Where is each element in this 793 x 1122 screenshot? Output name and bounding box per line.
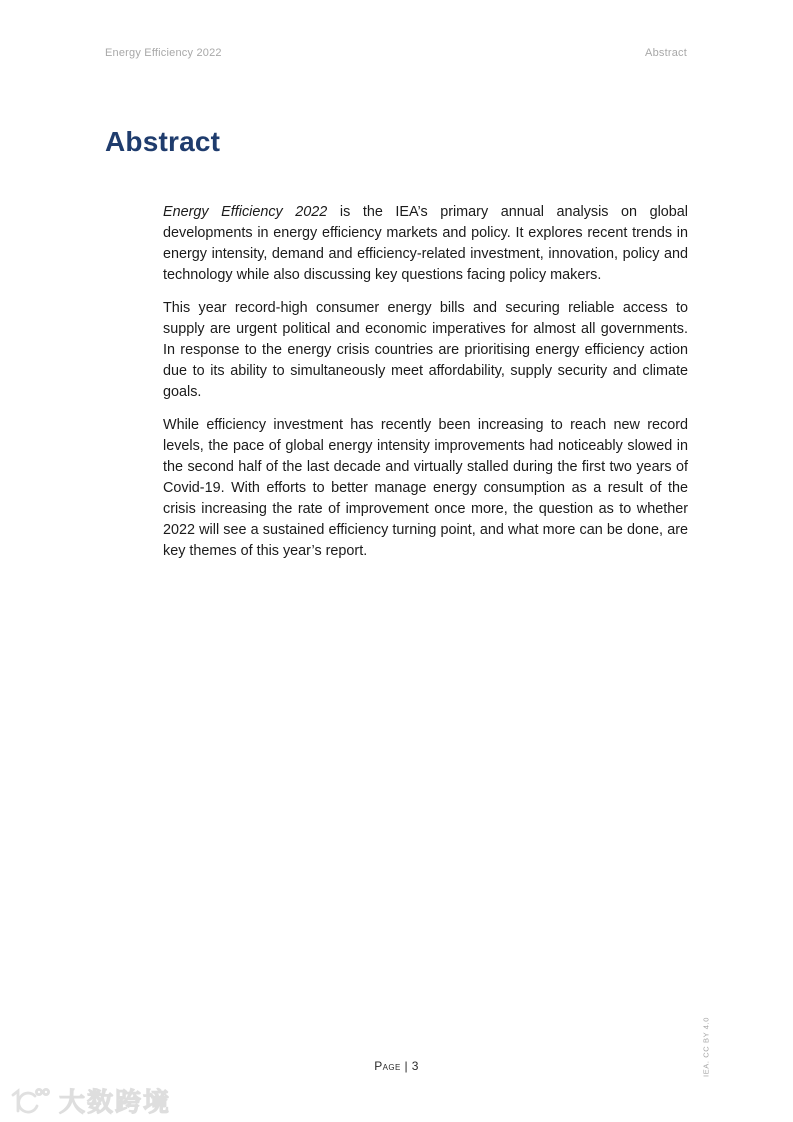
abstract-body [163,202,688,574]
running-header-right: Abstract [645,47,687,59]
watermark [10,1082,171,1119]
running-header [105,47,687,59]
paragraph-3: While efficiency investment has recently been increasing to reach new record levels, the pace of global energy intensity improvements had noticeably slowed in the second half of the last decade and virtually stalled during the first two years of Covid-19. With efforts to better manage energy consumption as a result of the crisis increasing the rate of improvement once more, the question as to whether 2022 will see a sustained efficiency turning point, and what more can be done, are key themes of this year’s report. [163,417,688,559]
paragraph-1-text: is the IEA’s primary annual analysis on global developments in energy efficiency markets and policy. It explores recent trends in energy intensity, demand and efficiency-related investment, innovation, policy and technology while also discussing key questions facing policy makers. [163,204,689,283]
page-title: Abstract [105,126,221,157]
report-title-italic: Energy Efficiency 2022 [163,204,328,220]
page-footer [0,1059,793,1073]
paragraph-2: This year record-high consumer energy bills and securing reliable access to supply are urgent political and economic imperatives for almost all governments. In response to the energy crisis countries are prioritising energy efficiency action due to its ability to simultaneously meet affordability, supply security and climate goals. [163,300,688,400]
watermark-logo-icon [10,1085,52,1117]
running-header-left: Energy Efficiency 2022 [105,47,222,59]
page-number: Page | 3 [374,1059,419,1073]
copyright-vertical-note: IEA. CC BY 4.0 [701,1017,711,1077]
watermark-text: 大数跨境 [59,1087,172,1117]
paragraph-1 [163,202,688,286]
